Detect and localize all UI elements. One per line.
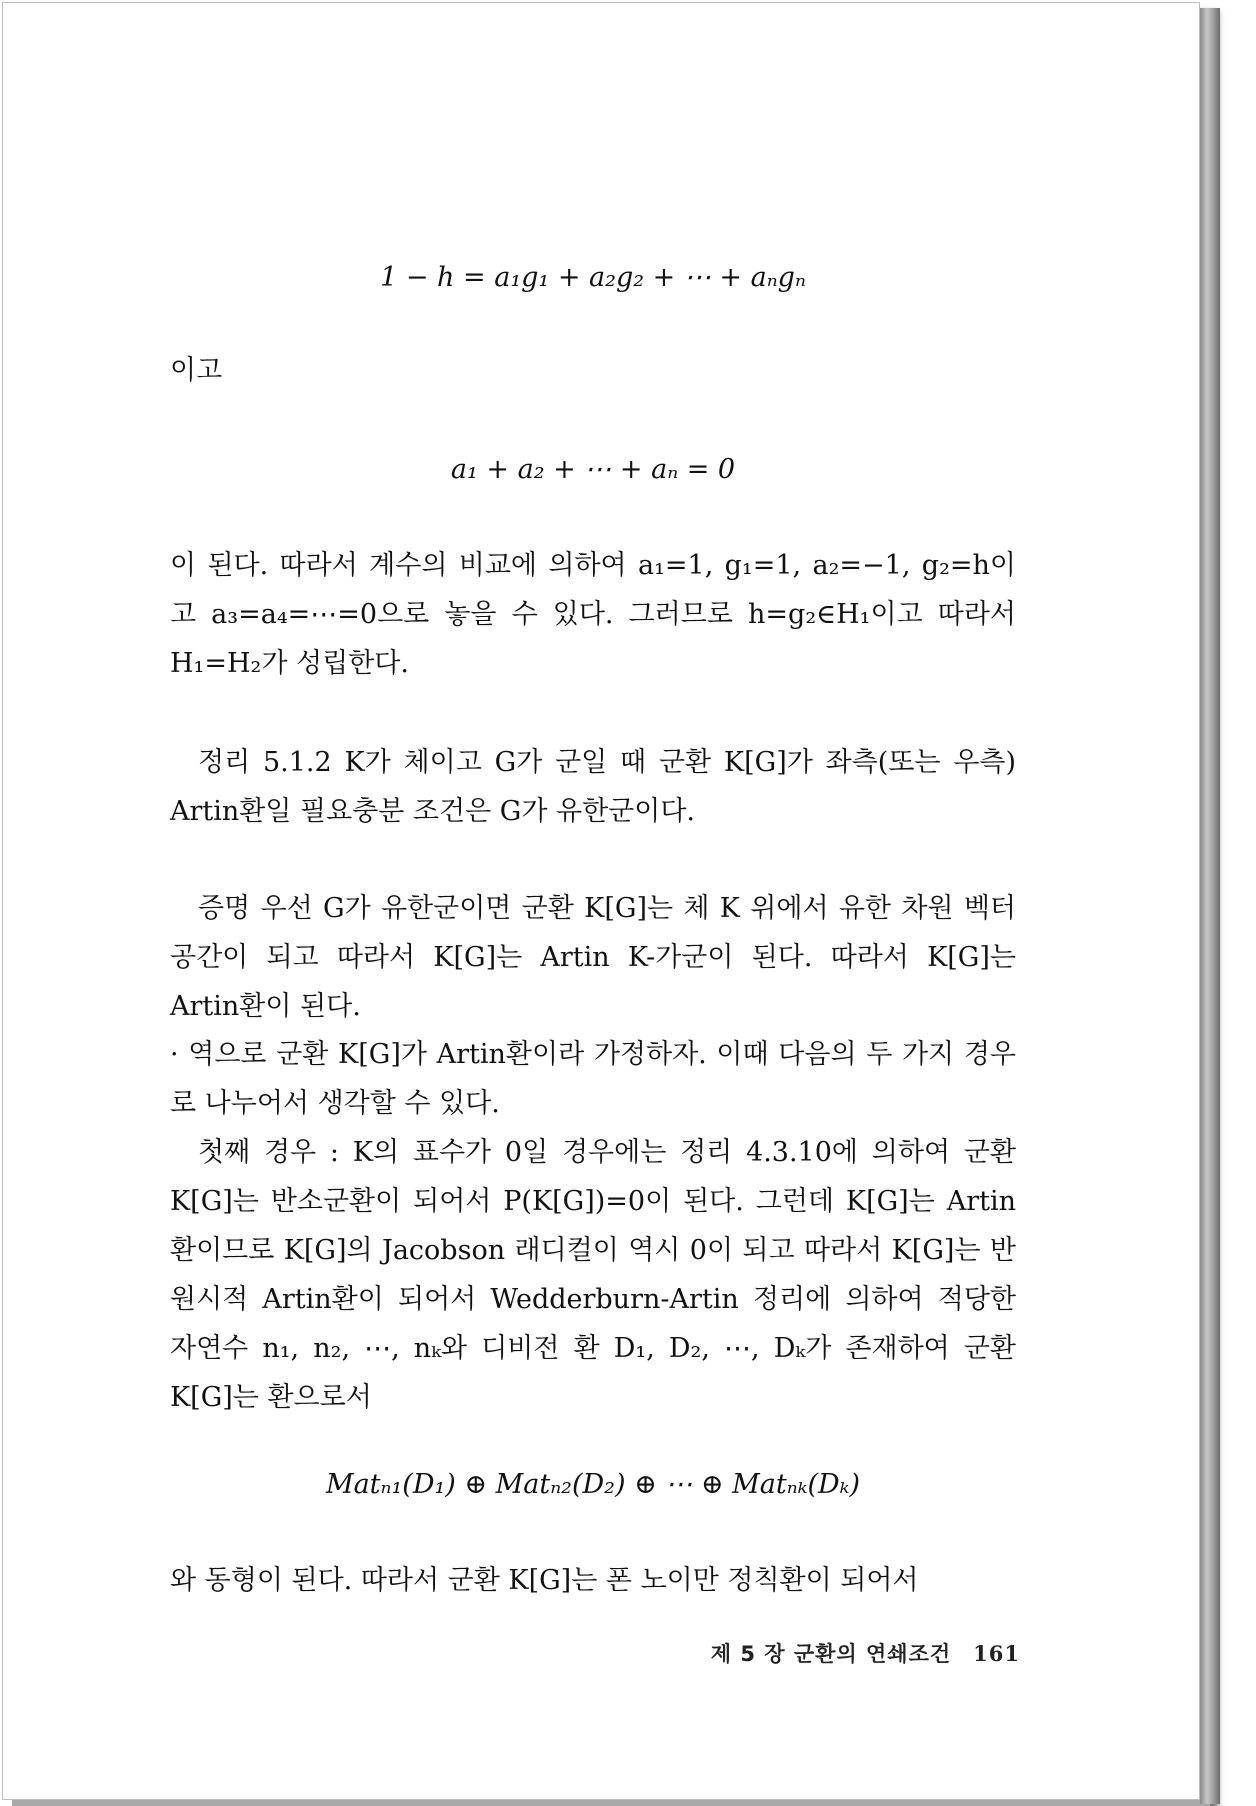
proof-paragraph-3: 첫째 경우 : K의 표수가 0일 경우에는 정리 4.3.10에 의하여 군환 K[G]는 반소군환이 되어서 P(K[G])=0이 된다. 그런데 K[G]는 Artin환이므로 K[G]의 Jacobson 래디컬이 역시 0이 되고 따라서 K[G]는 반원시적 Artin환이 되어서 Wedderburn-Artin 정리에 의하여 적당한 자연수 n₁, n₂, ⋯, nₖ와 디비전 환 D₁, D₂, ⋯, Dₖ가 존재하여 군환 K[G]는 환으로서 (170, 1137, 1016, 1413)
paragraph-last: 와 동형이 된다. 따라서 군환 K[G]는 폰 노이만 정칙환이 되어서 (170, 1565, 919, 1596)
equation-3: Matₙ₁(D₁) ⊕ Matₙ₂(D₂) ⊕ ⋯ ⊕ Matₙₖ(Dₖ) (325, 1469, 861, 1500)
equation-1: 1 − h = a₁g₁ + a₂g₂ + ⋯ + aₙgₙ (380, 262, 806, 293)
theorem-5-1-2: 정리 5.1.2 K가 체이고 G가 군일 때 군환 K[G]가 좌측(또는 우측) Artin환일 필요충분 조건은 G가 유한군이다. (170, 747, 1016, 827)
text-igo: 이고 (170, 355, 223, 386)
proof-paragraph-1: 증명 우선 G가 유한군이면 군환 K[G]는 체 K 위에서 유한 차원 벡터공간이 되고 따라서 K[G]는 Artin K-가군이 된다. 따라서 K[G]는 Artin환이 된다. (170, 893, 1016, 1022)
equation-2: a₁ + a₂ + ⋯ + aₙ = 0 (450, 454, 736, 485)
page-footer (711, 1638, 1020, 1668)
page-edge-shadow (1200, 8, 1220, 1804)
page-number: 161 (973, 1641, 1020, 1666)
paragraph-1: 이 된다. 따라서 계수의 비교에 의하여 a₁=1, g₁=1, a₂=−1, g₂=h이고 a₃=a₄=⋯=0으로 놓을 수 있다. 그러므로 h=g₂∈H₁이고 따라서 H₁=H₂가 성립한다. (170, 550, 1016, 679)
running-chapter-title: 제 5 장 군환의 연쇄조건 (710, 1642, 952, 1666)
proof-paragraph-2: · 역으로 군환 K[G]가 Artin환이라 가정하자. 이때 다음의 두 가지 경우로 나누어서 생각할 수 있다. (170, 1039, 1016, 1119)
